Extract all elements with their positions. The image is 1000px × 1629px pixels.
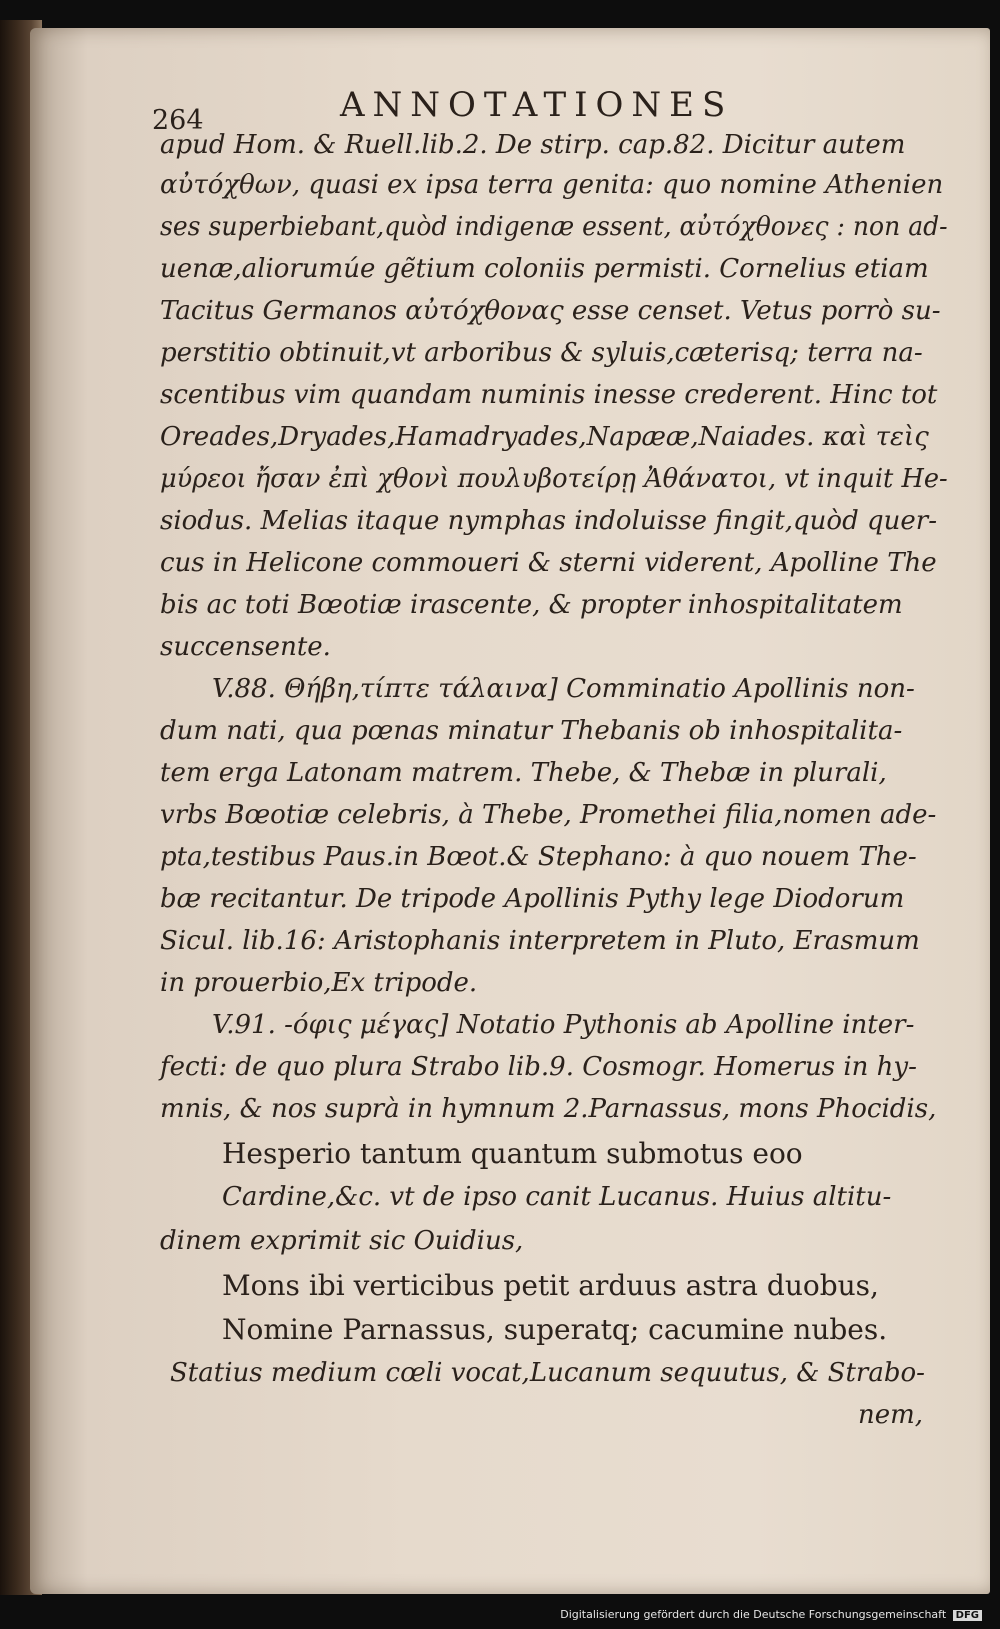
text-line-5: Tacitus Germanos αὐτόχθονας esse censet. Vetus porrò su- bbox=[160, 296, 941, 326]
dfg-logo: DFG bbox=[953, 1610, 982, 1621]
text-line-15: dum nati, qua pœnas minatur Thebanis ob inhospitalita- bbox=[160, 716, 903, 746]
verse-line-2: Mons ibi verticibus petit arduus astra duobus, bbox=[222, 1269, 879, 1302]
text-line-21: in prouerbio,Ex tripode. bbox=[160, 968, 478, 998]
credit-text: Digitalisierung gefördert durch die Deutsche Forschungsgemeinschaft bbox=[560, 1608, 947, 1621]
text-line-14: V.88. Θήβη,τίπτε τάλαινα] Comminatio Apollinis non- bbox=[212, 674, 915, 704]
text-line-3: ses superbiebant,quòd indigenæ essent, αὐτόχθονες : non ad- bbox=[160, 212, 948, 242]
text-line-26: dinem exprimit sic Ouidius, bbox=[160, 1226, 524, 1256]
text-line-8: Oreades,Dryades,Hamadryades,Napææ,Naiades. καὶ τεὶς bbox=[160, 422, 929, 452]
text-line-11: cus in Helicone commoueri & sterni viderent, Apolline The bbox=[160, 548, 937, 578]
text-line-6: perstitio obtinuit,vt arboribus & syluis,cæterisq; terra na- bbox=[160, 338, 923, 368]
text-line-2: αὐτόχθων, quasi ex ipsa terra genita: quo nomine Athenien bbox=[160, 170, 944, 200]
text-line-10: siodus. Melias itaque nymphas indoluisse fingit,quòd quer- bbox=[160, 506, 937, 536]
text-line-25: Cardine,&c. vt de ipso canit Lucanus. Huius altitu- bbox=[222, 1182, 892, 1212]
text-line-28: nem, bbox=[858, 1400, 924, 1430]
text-line-19: bæ recitantur. De tripode Apollinis Pythy lege Diodorum bbox=[160, 884, 905, 914]
text-line-7: scentibus vim quandam numinis inesse crederent. Hinc tot bbox=[160, 380, 938, 410]
text-line-9: μύρεοι ἤσαν ἐπὶ χθονὶ πουλυβοτείρῃ Ἀθάνατοι, vt inquit He- bbox=[160, 464, 948, 494]
page-number: 264 bbox=[152, 105, 204, 136]
text-line-1: apud Hom. & Ruell.lib.2. De stirp. cap.82. Dicitur autem bbox=[160, 130, 906, 160]
text-line-22: V.91. -όφις μέγας] Notatio Pythonis ab Apolline inter- bbox=[212, 1010, 915, 1040]
text-line-24: mnis, & nos suprà in hymnum 2.Parnassus, mons Phocidis, bbox=[160, 1094, 937, 1124]
running-head: ANNOTATIONES bbox=[340, 85, 734, 125]
digitization-credit bbox=[560, 1608, 982, 1621]
text-line-4: uenæ,aliorumúe gẽtium coloniis permisti. Cornelius etiam bbox=[160, 254, 929, 284]
text-line-16: tem erga Latonam matrem. Thebe, & Thebæ in plurali, bbox=[160, 758, 887, 788]
text-line-27: Statius medium cœli vocat,Lucanum sequutus, & Strabo- bbox=[170, 1358, 925, 1388]
verse-line-1: Hesperio tantum quantum submotus eoo bbox=[222, 1137, 803, 1170]
text-line-18: pta,testibus Paus.in Bœot.& Stephano: à quo nouem The- bbox=[160, 842, 917, 872]
text-line-13: succensente. bbox=[160, 632, 331, 662]
text-line-20: Sicul. lib.16: Aristophanis interpretem in Pluto, Erasmum bbox=[160, 926, 920, 956]
verse-line-3: Nomine Parnassus, superatq; cacumine nubes. bbox=[222, 1313, 888, 1346]
text-line-12: bis ac toti Bœotiæ irascente, & propter inhospitalitatem bbox=[160, 590, 903, 620]
text-line-17: vrbs Bœotiæ celebris, à Thebe, Promethei filia,nomen ade- bbox=[160, 800, 937, 830]
text-line-23: fecti: de quo plura Strabo lib.9. Cosmogr. Homerus in hy- bbox=[160, 1052, 917, 1082]
